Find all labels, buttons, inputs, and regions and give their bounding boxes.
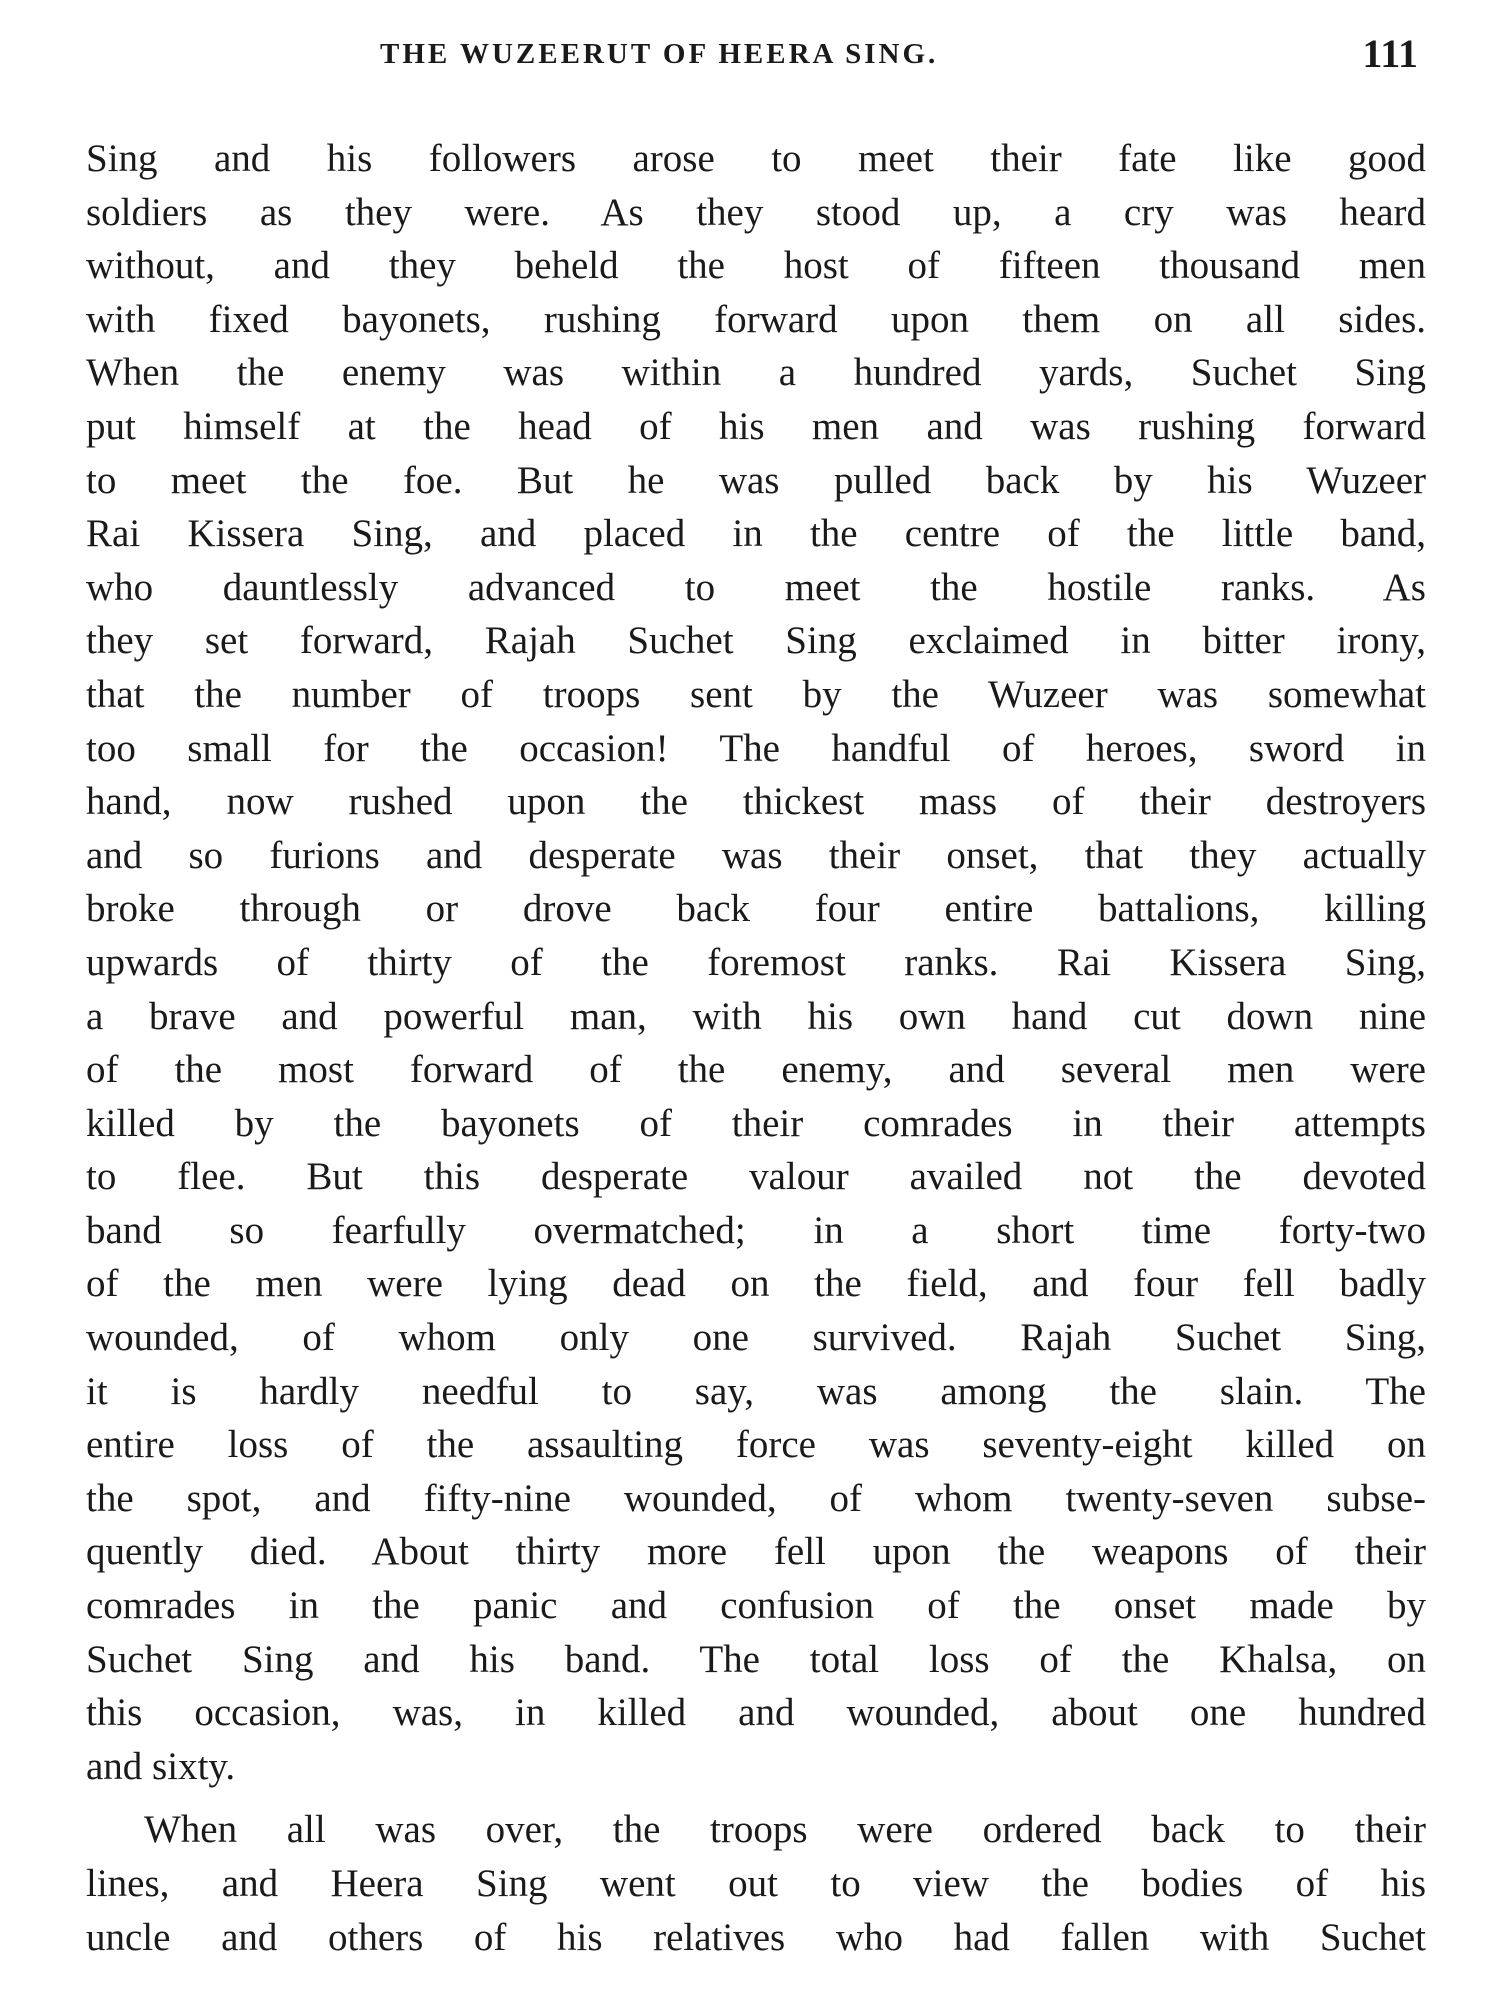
text-line: it is hardly needful to say, was among the slain. The (86, 1369, 1426, 1413)
text-line: band so fearfully overmatched; in a short time forty-two (86, 1208, 1426, 1252)
text-line: wounded, of whom only one survived. Rajah Suchet Sing, (86, 1316, 1426, 1360)
text-line: Suchet Sing and his band. The total loss of the Khalsa, on (86, 1637, 1426, 1681)
text-line: When all was over, the troops were ordered back to their (144, 1808, 1426, 1852)
text-line: entire loss of the assaulting force was seventy-eight killed on (86, 1423, 1426, 1467)
running-title: THE WUZEERUT OF HEERA SING. (380, 38, 939, 70)
text-line: without, and they beheld the host of fifteen thousand men (86, 244, 1426, 288)
page-number: 111 (1362, 31, 1418, 76)
text-line: to meet the foe. But he was pulled back by his Wuzeer (86, 458, 1426, 502)
body-text (86, 132, 1426, 1964)
text-line: with fixed bayonets, rushing forward upon them on all sides. (86, 297, 1426, 341)
paragraph-2 (86, 1803, 1426, 1964)
text-line: broke through or drove back four entire battalions, killing (86, 887, 1426, 931)
paragraph-1 (86, 132, 1426, 1793)
text-line: this occasion, was, in killed and wounded, about one hundred (86, 1691, 1426, 1735)
text-line: comrades in the panic and confusion of the onset made by (86, 1584, 1426, 1628)
text-line: upwards of thirty of the foremost ranks. Rai Kissera Sing, (86, 940, 1426, 984)
text-line: who dauntlessly advanced to meet the hostile ranks. As (86, 565, 1426, 609)
text-line: too small for the occasion! The handful of heroes, sword in (86, 726, 1426, 770)
text-line: they set forward, Rajah Suchet Sing exclaimed in bitter irony, (86, 619, 1426, 663)
text-line: of the most forward of the enemy, and several men were (86, 1048, 1426, 1092)
text-line: and sixty. (86, 1744, 236, 1788)
text-line: hand, now rushed upon the thickest mass of their destroyers (86, 780, 1426, 824)
paragraph-gap (86, 1793, 1426, 1803)
text-line: When the enemy was within a hundred yards, Suchet Sing (86, 351, 1426, 395)
text-line: Rai Kissera Sing, and placed in the centre of the little band, (86, 512, 1426, 556)
text-line: and so furions and desperate was their onset, that they actually (86, 833, 1426, 877)
text-line: a brave and powerful man, with his own hand cut down nine (86, 994, 1426, 1038)
text-line: the spot, and fifty-nine wounded, of whom twenty-seven subse- (86, 1476, 1426, 1520)
text-line: Sing and his followers arose to meet their fate like good (86, 137, 1426, 180)
text-line: quently died. About thirty more fell upon the weapons of their (86, 1530, 1426, 1574)
text-line: killed by the bayonets of their comrades in their attempts (86, 1101, 1426, 1145)
text-line: of the men were lying dead on the field, and four fell badly (86, 1262, 1426, 1306)
text-line: that the number of troops sent by the Wuzeer was somewhat (86, 672, 1426, 716)
text-line: soldiers as they were. As they stood up, a cry was heard (86, 190, 1426, 234)
text-line: uncle and others of his relatives who had fallen with Suchet (86, 1915, 1426, 1959)
text-line: lines, and Heera Sing went out to view the bodies of his (86, 1862, 1426, 1905)
text-line: put himself at the head of his men and was rushing forward (86, 404, 1426, 448)
text-line: to flee. But this desperate valour availed not the devoted (86, 1155, 1426, 1199)
